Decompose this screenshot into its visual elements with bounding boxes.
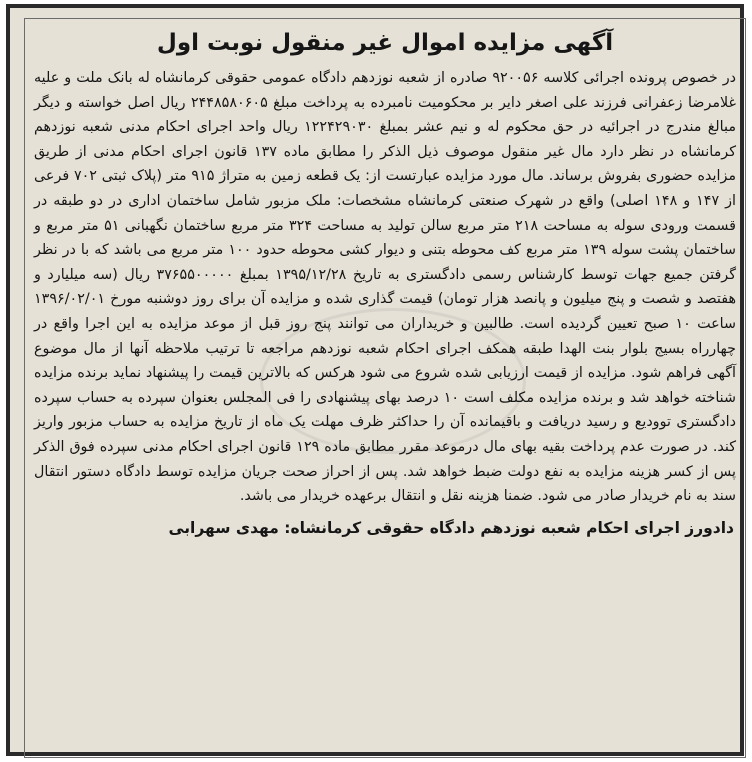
notice-title: آگهی مزایده اموال غیر منقول نوبت اول: [156, 30, 614, 56]
notice-body: در خصوص پرونده اجرائی کلاسه ۹۲۰۰۵۶ صادره از شعبه نوزدهم دادگاه عمومی حقوقی کرمانشاه له بانک ملت و علیه غلامرضا زعفرانی فرزند علی اصغر دایر بر محکومیت نامبرده به پرداخت مبلغ ۲۴۴۸۵۸۰۶۰۵ ریال اصل خواسته و دیگر مبالغ مندرج در اجرائیه در حق محکوم له و نیم عشر بمبلغ ۱۲۲۴۲۹۰۳۰ ریال واحد اجرای احکام مدنی شعبه نوزدهم کرمانشاه در نظر دارد مال غیر منقول موصوف ذیل الذکر را مطابق ماده ۱۳۷ قانون اجرای احکام مدنی از طریق مزایده حضوری بفروش برساند. مال مورد مزایده عبارتست از: یک قطعه زمین به متراژ ۹۱۵ متر (پلاک ثبتی ۷۰۲ فرعی از ۱۴۷ و ۱۴۸ اصلی) واقع در شهرک صنعتی کرمانشاه مشخصات: ملک مزبور شامل ساختمان اداری در دو طبقه در قسمت ورودی سوله به مساحت ۲۱۸ متر مربع سالن تولید به مساحت ۳۲۴ متر مربع ساختمان نگهبانی ۵۱ متر مربع و ساختمان پشت سوله ۱۳۹ متر مربع کف محوطه بتنی و دیوار کشی محوطه حدود ۱۰۰ متر مربع می باشد که با در نظر گرفتن جمیع جهات توسط کارشناس رسمی دادگستری به تاریخ ۱۳۹۵/۱۲/۲۸ بمبلغ ۳۷۶۵۵۰۰۰۰۰ ریال (سه میلیارد و هفتصد و شصت و پنج میلیون و پانصد هزار تومان) قیمت گذاری شده و مزایده آن برای روز دوشنبه مورخ ۱۳۹۶/۰۲/۰۱ ساعت ۱۰ صبح تعیین گردیده است. طالبین و خریداران می توانند پنج روز قبل از موعد مزایده به این اجرا واقع در چهارراه بسیج بلوار بنت الهدا طبقه همکف اجرای احکام شعبه نوزدهم مراجعه تا ترتیب ملاحظه آنها از مال موضوع آگهی فراهم شود. مزایده از قیمت ارزیابی شده شروع می شود هرکس که بالاترین قیمت را پیشنهاد نماید برنده مزایده شناخته خواهد شد و برنده مزایده مکلف است ۱۰ درصد بهای پیشنهادی را فی المجلس بعنوان سپرده به حساب سپرده دادگستری توودیع و رسید دریافت و باقیمانده آن را حداکثر ظرف مهلت یک ماه از تاریخ مزایده به حساب مزبور واریز کند. در صورت عدم پرداخت بقیه بهای مال درموعد مقرر مطابق ماده ۱۲۹ قانون اجرای احکام مدنی سپرده فوق الذکر پس از کسر هزینه مزایده به نفع دولت ضبط خواهد شد. پس از احراز صحت جریان مزایده توسط دادگاه دستور انتقال سند به نام خریدار صادر می شود. ضمنا هزینه نقل و انتقال برعهده خریدار می باشد.: [34, 70, 737, 505]
notice-content: [28, 22, 742, 756]
notice-signature: دادورز اجرای احکام شعبه نوزدهم دادگاه حقوقی کرمانشاه: مهدی سهرابی: [168, 518, 734, 537]
notice-frame: [6, 4, 744, 756]
